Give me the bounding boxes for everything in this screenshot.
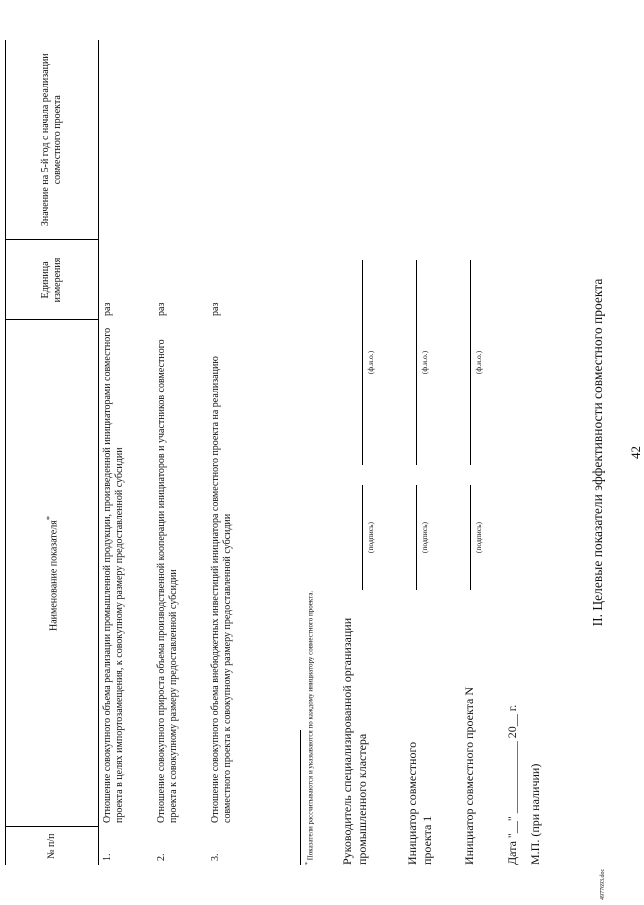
name-caption: (ф.и.о.) [420,350,429,375]
table-row [207,40,261,865]
header-name [6,320,99,827]
footnote [305,591,314,865]
name-caption: (ф.и.о.) [366,350,375,375]
stamp-note: М.П. (при наличии) [528,763,542,865]
table-row [99,40,154,865]
row-unit: раз [210,302,221,316]
date-line: Дата "__" ____________ 20__ г. [505,704,519,865]
row-value [99,40,154,240]
indicators-table [5,40,261,865]
header-name-mark: * [44,516,54,521]
signature-line [470,485,471,590]
header-name-text: Наименование показателя [48,520,60,631]
signature-line [362,485,363,590]
table-row [153,40,207,865]
footnote-text: Показатели рассчитываются и указываются по каждому инициатору совместного проекта. [306,590,315,861]
name-line [470,260,471,465]
header-num: № п/п [6,827,99,865]
name-caption: (ф.и.о.) [474,350,483,375]
row-unit: раз [156,302,167,316]
table-header-row [6,40,99,865]
row-value [153,40,207,240]
row-unit: раз [102,302,113,316]
signature-label: Инициатор совместного проекта N [462,686,476,865]
header-value: Значение на 5-й год с начала реализации совместного проекта [6,40,99,240]
signature-line [416,485,417,590]
row-num: 1. [102,853,113,861]
header-unit: Единица измерения [6,240,99,320]
row-name: Отношение совокупного объема внебюджетных инвестиций инициатора совместного проекта на реализацию совместного проекта к совокупному размеру предоставленной субсидии [210,356,233,823]
page-number: 42 [628,446,643,459]
row-num: 3. [210,853,221,861]
footnote-mark: * [305,862,311,865]
signature-label: Руководитель специализированной организации промышленного кластера [340,617,369,865]
document-code: 4977693.doc [600,868,606,900]
row-name: Отношение совокупного прироста объема производственной кооперации инициаторов и участников совместного проекта к совокупному размеру предоставленной субсидии [156,339,179,823]
row-value [207,40,261,240]
signature-label: Инициатор совместного проекта 1 [405,741,434,865]
signature-caption: (подпись) [366,521,375,554]
row-num: 2. [156,853,167,861]
name-line [416,260,417,465]
name-line [362,260,363,465]
section-title: II. Целевые показатели эффективности совместного проекта [590,278,605,627]
row-name: Отношение совокупного объема реализации промышленной продукции, произведенной инициаторами совместного проекта в целях импортозамещения, к совокупному размеру предоставленной субсидии [102,327,125,823]
signature-caption: (подпись) [474,521,483,554]
footnote-divider [300,730,301,865]
signature-caption: (подпись) [420,521,429,554]
